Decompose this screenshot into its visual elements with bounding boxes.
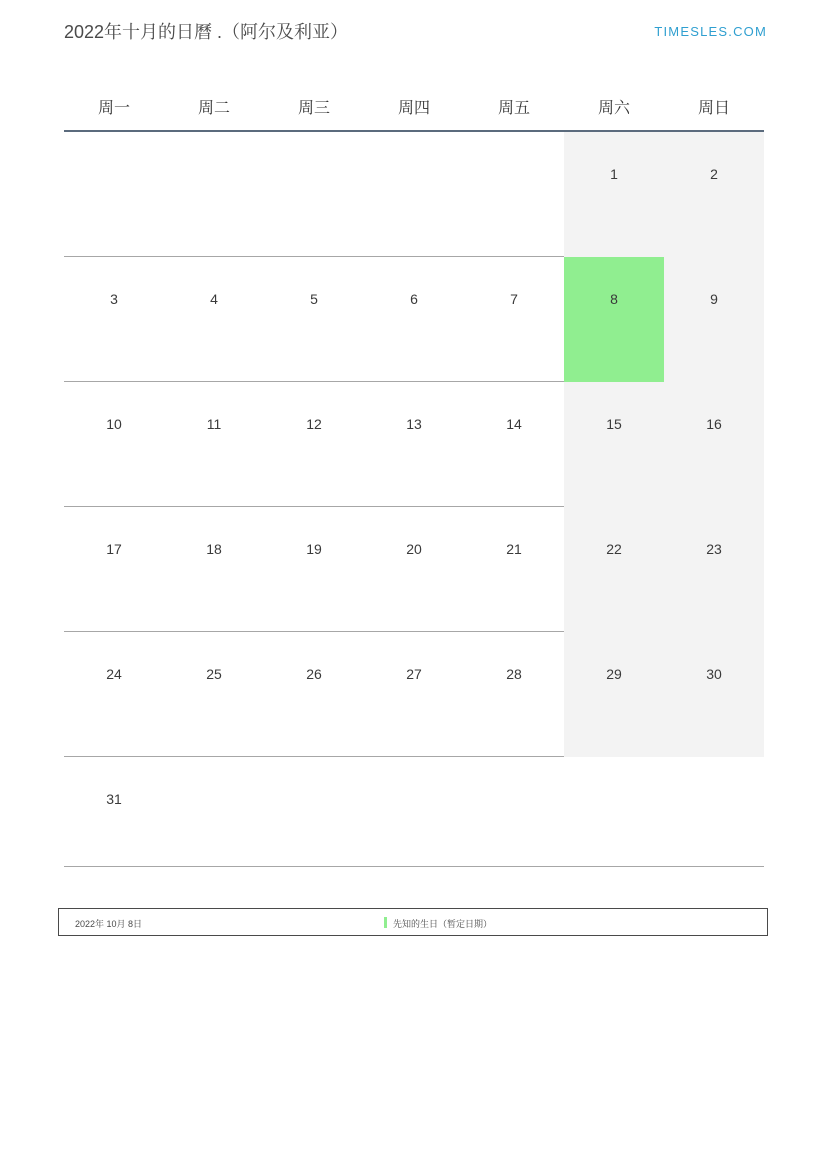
- day-cell: [164, 757, 264, 867]
- day-cell: [64, 132, 164, 257]
- day-number: 18: [206, 541, 222, 557]
- day-cell: [364, 257, 464, 382]
- day-cell: [264, 132, 364, 257]
- day-cell: [364, 632, 464, 757]
- legend-date: 2022年 10月 8日: [75, 919, 143, 929]
- day-number: 28: [506, 666, 522, 682]
- cell-rule: [164, 866, 264, 867]
- day-cell: [64, 257, 164, 382]
- day-cell: [464, 507, 564, 632]
- day-cell: [364, 757, 464, 867]
- legend-holiday-label: 先知的生日（暂定日期）: [393, 919, 493, 929]
- day-cell: [164, 632, 264, 757]
- day-number: 3: [110, 291, 118, 307]
- day-cell: [464, 257, 564, 382]
- day-number: 12: [306, 416, 322, 432]
- day-number: 8: [610, 291, 618, 307]
- day-cell: [364, 132, 464, 257]
- day-cell: [664, 632, 764, 757]
- day-number: 14: [506, 416, 522, 432]
- day-number: 19: [306, 541, 322, 557]
- day-number: 17: [106, 541, 122, 557]
- day-cell: [364, 382, 464, 507]
- day-number: 16: [706, 416, 722, 432]
- week-row: [64, 507, 764, 632]
- day-cell: [464, 382, 564, 507]
- day-number: 15: [606, 416, 622, 432]
- day-cell: [64, 507, 164, 632]
- day-cell: [564, 757, 664, 867]
- weekday-fri: 周五: [497, 99, 530, 117]
- day-cell: [664, 507, 764, 632]
- day-cell: [64, 757, 164, 867]
- day-number: 21: [506, 541, 522, 557]
- day-cell: [464, 757, 564, 867]
- day-cell: [664, 382, 764, 507]
- day-number: 22: [606, 541, 622, 557]
- day-number: 25: [206, 666, 222, 682]
- day-cell: [564, 507, 664, 632]
- site-brand: TIMESLES.COM: [654, 24, 767, 39]
- day-cell: [664, 757, 764, 867]
- day-number: 13: [406, 416, 422, 432]
- day-number: 29: [606, 666, 622, 682]
- day-cell-holiday: [564, 257, 664, 382]
- day-cell: [564, 132, 664, 257]
- week-row: [64, 382, 764, 507]
- day-cell: [164, 132, 264, 257]
- day-cell: [164, 257, 264, 382]
- weekday-sun: 周日: [697, 99, 730, 117]
- weekday-tue: 周二: [197, 99, 230, 117]
- day-cell: [464, 132, 564, 257]
- weekday-header-row: [64, 82, 764, 130]
- day-number: 20: [406, 541, 422, 557]
- cell-rule: [664, 866, 764, 867]
- cell-rule: [64, 866, 164, 867]
- holiday-color-swatch: [384, 917, 387, 928]
- weekday-thu: 周四: [397, 99, 430, 117]
- day-number: 2: [710, 166, 718, 182]
- day-cell: [364, 507, 464, 632]
- page-header: [64, 18, 767, 52]
- day-number: 4: [210, 291, 218, 307]
- day-cell: [264, 757, 364, 867]
- week-row: [64, 757, 764, 867]
- day-cell: [464, 632, 564, 757]
- day-number: 6: [410, 291, 418, 307]
- day-number: 10: [106, 416, 122, 432]
- day-number: 26: [306, 666, 322, 682]
- day-number: 27: [406, 666, 422, 682]
- day-number: 30: [706, 666, 722, 682]
- cell-rule: [264, 866, 364, 867]
- day-number: 7: [510, 291, 518, 307]
- day-cell: [264, 257, 364, 382]
- day-cell: [664, 132, 764, 257]
- legend-box: [58, 908, 768, 936]
- day-number: 1: [610, 166, 618, 182]
- day-number: 24: [106, 666, 122, 682]
- day-cell: [64, 632, 164, 757]
- week-row: [64, 132, 764, 257]
- day-cell: [264, 632, 364, 757]
- calendar-grid: [64, 82, 764, 867]
- day-cell: [564, 632, 664, 757]
- day-number: 23: [706, 541, 722, 557]
- day-number: 11: [206, 416, 222, 432]
- cell-rule: [464, 866, 564, 867]
- cell-rule: [564, 866, 664, 867]
- week-row: [64, 257, 764, 382]
- day-cell: [164, 382, 264, 507]
- week-row: [64, 632, 764, 757]
- day-cell: [264, 382, 364, 507]
- weekday-sat: 周六: [597, 99, 630, 117]
- day-cell: [164, 507, 264, 632]
- day-number: 5: [310, 291, 318, 307]
- day-cell: [64, 382, 164, 507]
- day-number: 31: [106, 791, 122, 807]
- weekday-wed: 周三: [297, 99, 330, 117]
- day-cell: [564, 382, 664, 507]
- day-cell: [264, 507, 364, 632]
- page-title: 2022年十月的日曆 .（阿尔及利亚）: [64, 22, 349, 42]
- day-cell: [664, 257, 764, 382]
- weekday-mon: 周一: [97, 99, 130, 117]
- cell-rule: [364, 866, 464, 867]
- day-number: 9: [710, 291, 718, 307]
